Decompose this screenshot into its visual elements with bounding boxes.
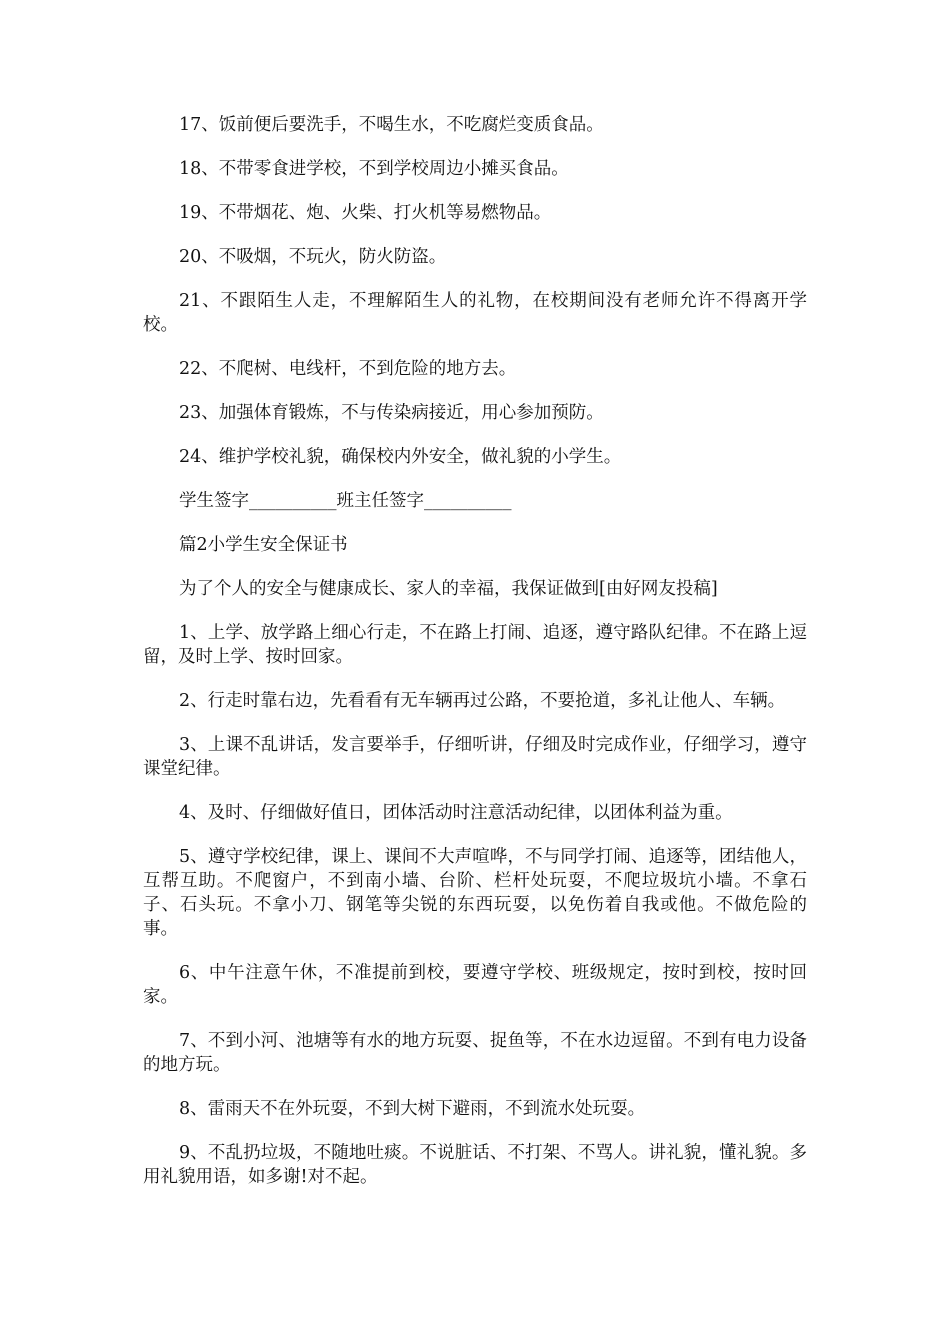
rule-23: 23、加强体育锻炼，不与传染病接近，用心参加预防。 xyxy=(179,403,604,423)
pledge-6: 6、中午注意午休，不准提前到校，要遵守学校、班级规定，按时到校，按时回家。 xyxy=(143,963,807,1007)
pledge-5: 5、遵守学校纪律，课上、课间不大声喧哗，不与同学打闹、追逐等，团结他人，互帮互助。不爬窗户，不到南小墙、台阶、栏杆处玩耍，不爬垃圾坑小墙。不拿石子、石头玩。不拿小刀、钢笔等尖锐的东西玩耍，以免伤着自我或他。不做危险的事。 xyxy=(143,847,807,939)
pledge-8: 8、雷雨天不在外玩耍，不到大树下避雨，不到流水处玩耍。 xyxy=(179,1099,646,1119)
signature-line: 学生签字__________班主任签字__________ xyxy=(179,491,512,511)
rule-19: 19、不带烟花、炮、火柴、打火机等易燃物品。 xyxy=(179,203,552,223)
rule-17: 17、饭前便后要洗手，不喝生水，不吃腐烂变质食品。 xyxy=(179,115,604,135)
intro-paragraph: 为了个人的安全与健康成长、家人的幸福，我保证做到[由好网友投稿] xyxy=(179,579,718,599)
rule-21: 21、不跟陌生人走，不理解陌生人的礼物，在校期间没有老师允许不得离开学校。 xyxy=(143,291,807,335)
pledge-1: 1、上学、放学路上细心行走，不在路上打闹、追逐，遵守路队纪律。不在路上逗留，及时上学、按时回家。 xyxy=(143,623,807,667)
rule-22: 22、不爬树、电线杆，不到危险的地方去。 xyxy=(179,359,517,379)
pledge-2: 2、行走时靠右边，先看看有无车辆再过公路，不要抢道，多礼让他人、车辆。 xyxy=(179,691,786,711)
rule-18: 18、不带零食进学校，不到学校周边小摊买食品。 xyxy=(179,159,569,179)
document-body xyxy=(143,113,807,1209)
rule-24: 24、维护学校礼貌，确保校内外安全，做礼貌的小学生。 xyxy=(179,447,622,467)
section-heading: 篇2小学生安全保证书 xyxy=(179,535,348,555)
pledge-4: 4、及时、仔细做好值日，团体活动时注意活动纪律，以团体利益为重。 xyxy=(179,803,733,823)
pledge-3: 3、上课不乱讲话，发言要举手，仔细听讲，仔细及时完成作业，仔细学习，遵守课堂纪律。 xyxy=(143,735,807,779)
rule-20: 20、不吸烟，不玩火，防火防盗。 xyxy=(179,247,447,267)
pledge-9: 9、不乱扔垃圾，不随地吐痰。不说脏话、不打架、不骂人。讲礼貌，懂礼貌。多用礼貌用语，如多谢!对不起。 xyxy=(143,1143,807,1187)
pledge-7: 7、不到小河、池塘等有水的地方玩耍、捉鱼等，不在水边逗留。不到有电力设备的地方玩。 xyxy=(143,1031,807,1075)
